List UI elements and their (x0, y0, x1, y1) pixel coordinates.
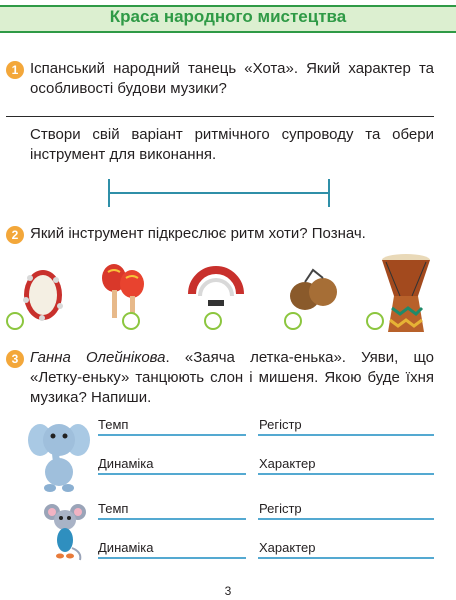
jingle-ring-icon (186, 264, 246, 314)
fill-line-character-2[interactable] (258, 557, 434, 559)
fill-line-tempo-2[interactable] (98, 518, 246, 520)
task-3-text (30, 348, 434, 408)
elephant-icon (26, 416, 92, 494)
task-1-instruction: Створи свій варіант ритмічного супроводу та обери інструмент для виконання. (30, 126, 434, 163)
fill-line-tempo-1[interactable] (98, 434, 246, 436)
author-name: Ганна Олейнікова (30, 349, 166, 366)
label-tempo-1: Темп (98, 417, 129, 432)
task-3-number: 3 (6, 350, 24, 368)
label-character-2: Характер (259, 540, 316, 555)
label-dynamics-1: Динаміка (98, 456, 154, 471)
label-register-1: Регістр (259, 417, 302, 432)
option-circle-castanets[interactable] (284, 312, 302, 330)
option-circle-maracas[interactable] (122, 312, 140, 330)
tambourine-icon (20, 266, 66, 324)
task-2-question: Який інструмент підкреслює ритм хоти? Познач. (30, 225, 366, 242)
label-character-1: Характер (259, 456, 316, 471)
fill-line-dynamics-2[interactable] (98, 557, 246, 559)
mouse-icon (42, 500, 88, 562)
label-register-2: Регістр (259, 501, 302, 516)
label-tempo-2: Темп (98, 501, 129, 516)
fill-line-register-1[interactable] (258, 434, 434, 436)
castanets-icon (287, 266, 339, 314)
fill-line-dynamics-1[interactable] (98, 473, 246, 475)
page-title: Краса народного мистецтва (109, 7, 347, 26)
fill-line-character-1[interactable] (258, 473, 434, 475)
task-1-question: Іспанський народний танець «Хота». Який характер та особливості будови музики? (30, 60, 434, 97)
fill-line-register-2[interactable] (258, 518, 434, 520)
task-1-number: 1 (6, 61, 24, 79)
option-circle-tambourine[interactable] (6, 312, 24, 330)
option-circle-jingle-ring[interactable] (204, 312, 222, 330)
option-circle-djembe[interactable] (366, 312, 384, 330)
page-number: 3 (224, 584, 232, 598)
rhythm-bracket[interactable] (106, 177, 332, 209)
djembe-drum-icon (380, 252, 432, 334)
task-3-body: . «Заяча летка-енька». Уяви, що «Летку-еньку» танцюють слон і мишеня. Якою буде їхня музика? Напиши. (30, 349, 434, 406)
answer-rule (6, 116, 434, 117)
task-2-number: 2 (6, 226, 24, 244)
label-dynamics-2: Динаміка (98, 540, 154, 555)
